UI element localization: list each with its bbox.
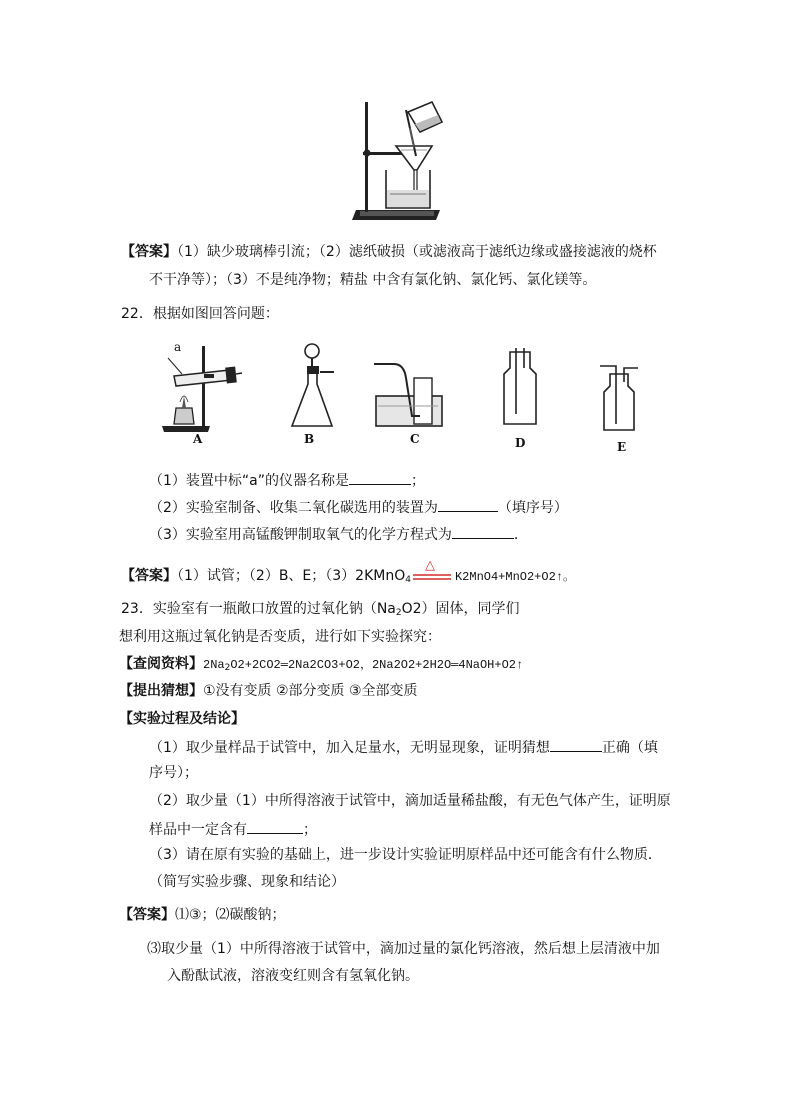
- q23-reference: 【查阅资料】$2Na_2O2+2CO2═2Na2CO3+O2$，2Na2O2+2H2O═4NaOH+O2↑: [119, 656, 524, 673]
- q21-answer-line1: [121, 242, 657, 262]
- blank-1: [349, 469, 411, 485]
- label-b: B: [304, 432, 315, 446]
- equals-bottom: [413, 578, 451, 580]
- heat-arrow: [411, 558, 455, 586]
- apparatus-b-icon: [290, 342, 340, 434]
- q22-title: 22．根据如图回答问题：: [121, 306, 279, 322]
- filtration-apparatus-figure: [352, 98, 444, 224]
- heat-symbol: △: [424, 558, 435, 573]
- q23-title-line2: 想利用这瓶过氧化钠是否变质，进行如下实验探究：: [119, 629, 441, 645]
- label-a-pointer: a: [174, 340, 182, 354]
- q23-title-line1: 23．实验室有一瓶敞口放置的过氧化钠$(Na_2O2)$固体，同学们: [121, 601, 520, 618]
- q23-p3-line2: （简写实验步骤、现象和结论）: [149, 874, 345, 890]
- q23-answer-line3: 入酚酞试液，溶液变红则含有氢氧化钠。: [167, 968, 419, 984]
- q22-sub2: （2）实验室制备、收集二氧化碳选用的装置为 （填序号）: [149, 496, 568, 518]
- q23-hypothesis: 【提出猜想】①没有变质 ②部分变质 ③全部变质: [119, 683, 418, 699]
- label-d: D: [515, 436, 526, 450]
- q23-answer-line2: ⑶取少量（1）中所得溶液于试管中，滴加过量的氯化钙溶液，然后想上层清液中加: [147, 941, 660, 957]
- label-c: C: [410, 432, 420, 446]
- blank-3: [452, 523, 514, 539]
- q23-p1-line1: （1）取少量样品于试管中，加入足量水，无明显现象，证明猜想 正确（填: [149, 736, 658, 758]
- apparatus-c-icon: [372, 356, 448, 430]
- q22-sub3: （3）实验室用高锰酸钾制取氧气的化学方程式为 ．: [149, 523, 528, 545]
- q22-sub1: （1）装置中标“a”的仪器名称是 ；: [149, 469, 425, 491]
- blank-2: [438, 496, 498, 512]
- apparatus-e-icon: [598, 364, 642, 436]
- blank-4: [550, 736, 602, 752]
- apparatus-a-icon: [162, 340, 242, 434]
- q23-answer-line1: 【答案】⑴③；⑵碳酸钠；: [119, 907, 286, 923]
- answer-text: （1）缺少玻璃棒引流；（2）滤纸破损（或滤液高于滤纸边缘或盛接滤液的烧杯: [177, 244, 657, 260]
- label-a: A: [193, 432, 203, 446]
- q23-p2-line2: 样品中一定含有 ；: [149, 818, 317, 840]
- answer-tag: 【答案】: [121, 244, 177, 260]
- q23-process-tag: 【实验过程及结论】: [119, 711, 245, 727]
- label-e: E: [617, 440, 627, 454]
- blank-5: [247, 818, 303, 834]
- q23-p1-line2: 序号）；: [149, 765, 198, 781]
- equals-top: [413, 574, 451, 576]
- q23-p2-line1: （2）取少量（1）中所得溶液于试管中，滴加适量稀盐酸，有无色气体产生，证明原: [149, 793, 671, 809]
- q21-answer-line2: 不干净等）；（3）不是纯净物；精盐 中含有氯化钠、氯化钙、氯化镁等。: [149, 272, 597, 288]
- q23-p3-line1: （3）请在原有实验的基础上，进一步设计实验证明原样品中还可能含有什么物质．: [149, 847, 662, 863]
- apparatus-d-icon: [500, 348, 542, 430]
- q22-answer: 【答案】（1）试管；（2）B、E；（3）2KMnO$_4$ △ K2MnO4+MnO2+O2↑。: [121, 558, 575, 585]
